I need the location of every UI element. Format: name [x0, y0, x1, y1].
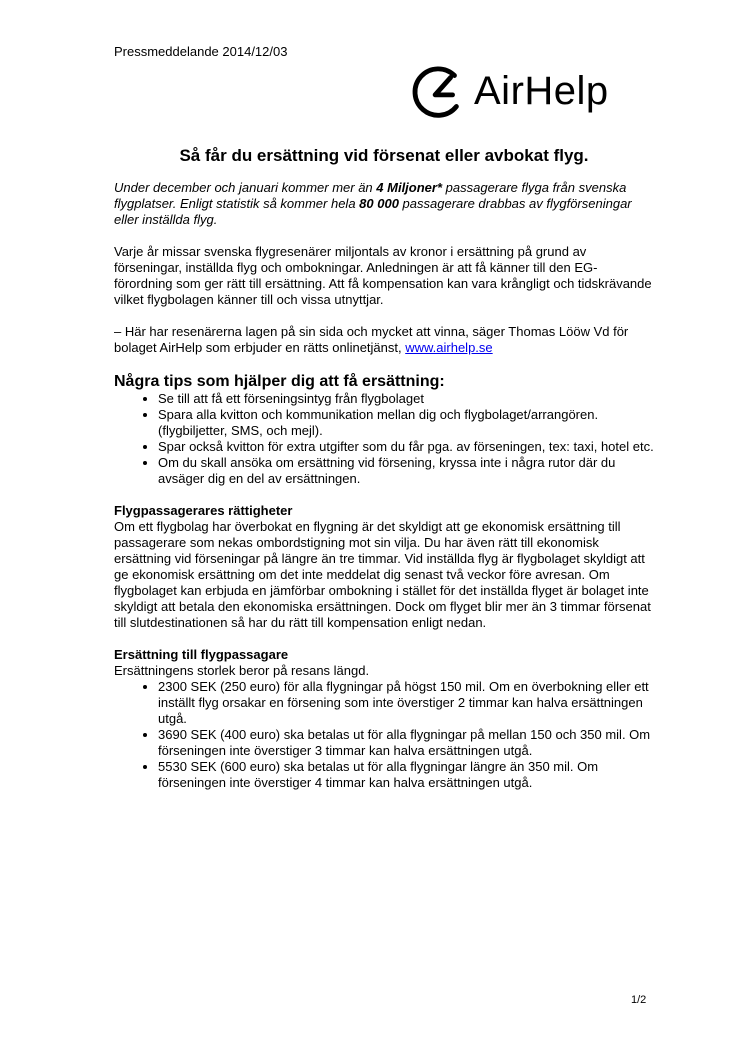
tips-heading: Några tips som hjälper dig att få ersättning:: [114, 373, 445, 390]
press-release-date: Pressmeddelande 2014/12/03: [114, 44, 288, 59]
list-item: • 2300 SEK (250 euro) för alla flygningar på högst 150 mil. Om en överbokning eller ett inställt flyg orsakar en försening som inte överstiger 2 timmar kan halva ersättningen utgå.: [158, 679, 654, 727]
intro-paragraph: Under december och januari kommer mer än 4 Miljoner* passagerare flyga från svenska flygplatser. Enligt statistik så kommer hela 80 000 passagerare drabbas av flygförseningar eller inställda flyg.: [114, 180, 632, 227]
document-title: Så får du ersättning vid försenat eller avbokat flyg.: [179, 146, 589, 165]
airhelp-logo-icon: [410, 62, 468, 120]
list-item: • Spara alla kvitton och kommunikation mellan dig och flygbolaget/arrangören. (flygbiljetter, SMS, och mejl).: [158, 407, 654, 439]
airhelp-logo: [410, 62, 609, 120]
list-item: • Spar också kvitton för extra utgifter som du får pga. av förseningen, tex: taxi, hotel etc.: [158, 439, 654, 455]
compensation-intro: Ersättningens storlek beror på resans längd.: [114, 663, 370, 678]
rights-paragraph: Om ett flygbolag har överbokat en flygning är det skyldigt att ge ekonomisk ersättning till passagerare som nekas ombordstigning mot sin vilja. Du har även rätt till ekonomisk ersättning vid förseningar på längre än tre timmar. Vid inställda flyg är flygbolaget skyldigt att ge ekonomisk ersättning om det inte meddelat dig senast två veckor före avresan. Om flygbolaget kan erbjuda en jämförbar ombokning i stället för det inställda flyget är bolaget inte skyldigt att betala den ekonomiska ersättningen. Dock om flyget blir mer än 3 timmar försenat till slutdestinationen så har du rätt till kompensation enligt nedan.: [114, 519, 651, 630]
compensation-list: [114, 679, 654, 791]
body-paragraph: Varje år missar svenska flygresenärer miljontals av kronor i ersättning på grund av förseningar, inställda flyg och ombokningar. Anledningen är att få känner till den EG-förordning som ger rätt till ersättning. Att få kompensation kan vara krångligt och tidskrävande vilket flygbolagen känner till och vissa utnyttjar.: [114, 244, 652, 307]
quote-paragraph: – Här har resenärerna lagen på sin sida och mycket att vinna, säger Thomas Lööw Vd för bolaget AirHelp som erbjuder en rätts onlinetjänst, www.airhelp.se: [114, 324, 629, 355]
list-item: • Se till att få ett förseningsintyg från flygbolaget: [158, 391, 654, 407]
list-item: • 5530 SEK (600 euro) ska betalas ut för alla flygningar längre än 350 mil. Om förseningen inte överstiger 4 timmar kan halva ersättningen utgå.: [158, 759, 654, 791]
rights-heading: Flygpassagerares rättigheter: [114, 503, 293, 518]
tips-list: [114, 391, 654, 487]
airhelp-website-link[interactable]: www.airhelp.se: [405, 340, 493, 355]
list-item: • Om du skall ansöka om ersättning vid försening, kryssa inte i några rutor där du avsäger dig en del av ersättningen.: [158, 455, 654, 487]
list-item: • 3690 SEK (400 euro) ska betalas ut för alla flygningar på mellan 150 och 350 mil. Om förseningen inte överstiger 3 timmar kan halva ersättningen utgå.: [158, 727, 654, 759]
compensation-heading: Ersättning till flygpassagare: [114, 647, 289, 662]
page-number: 1/2: [631, 994, 647, 1006]
document-body: [114, 146, 654, 807]
logo-wordmark: AirHelp: [474, 69, 609, 113]
